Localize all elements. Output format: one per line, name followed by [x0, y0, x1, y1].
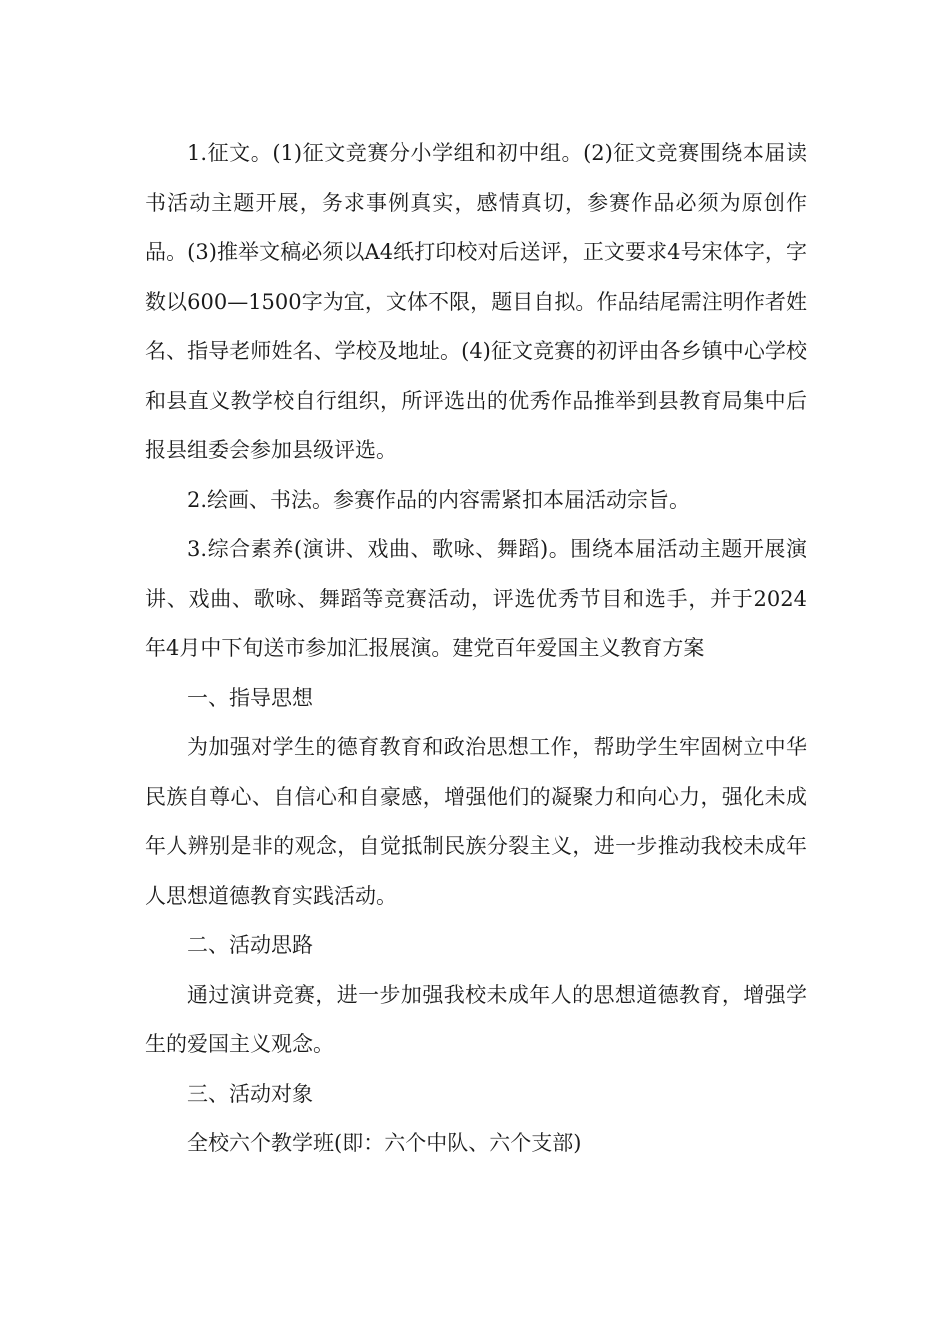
paragraph-activity-approach: 通过演讲竞赛，进一步加强我校未成年人的思想道德教育，增强学生的爱国主义观念。: [145, 982, 807, 1056]
paragraph-painting-calligraphy: 2.绘画、书法。参赛作品的内容需紧扣本届活动宗旨。: [187, 487, 691, 512]
heading-activity-targets: 三、活动对象: [187, 1081, 313, 1106]
paragraph-essay-rules: 1.征文。(1)征文竞赛分小学组和初中组。(2)征文竞赛围绕本届读书活动主题开展，务求事例真实，感情真切，参赛作品必须为原创作品。(3)推举文稿必须以A4纸打印校对后送评，正文要求4号宋体字，字数以600—1500字为宜，文体不限，题目自拟。作品结尾需注明作者姓名、指导老师姓名、学校及地址。(4)征文竞赛的初评由各乡镇中心学校和县直义教学校自行组织，所评选出的优秀作品推举到县教育局集中后报县组委会参加县级评选。: [145, 141, 807, 462]
paragraph-guiding-ideology: 为加强对学生的德育教育和政治思想工作，帮助学生牢固树立中华民族自尊心、自信心和自豪感，增强他们的凝聚力和向心力，强化未成年人辨别是非的观念，自觉抵制民族分裂主义，进一步推动我校未成年人思想道德教育实践活动。: [145, 735, 807, 908]
heading-activity-approach: 二、活动思路: [187, 933, 313, 957]
paragraph-comprehensive-literacy: 3.综合素养(演讲、戏曲、歌咏、舞蹈)。围绕本届活动主题开展演讲、戏曲、歌咏、舞蹈等竞赛活动，评选优秀节目和选手，并于2024年4月中下旬送市参加汇报展演。建党百年爱国主义教育方案: [145, 537, 807, 660]
heading-guiding-ideology: 一、指导思想: [187, 685, 313, 710]
document-body: [145, 129, 807, 1169]
paragraph-activity-targets: 全校六个教学班(即：六个中队、六个支部): [187, 1131, 582, 1155]
